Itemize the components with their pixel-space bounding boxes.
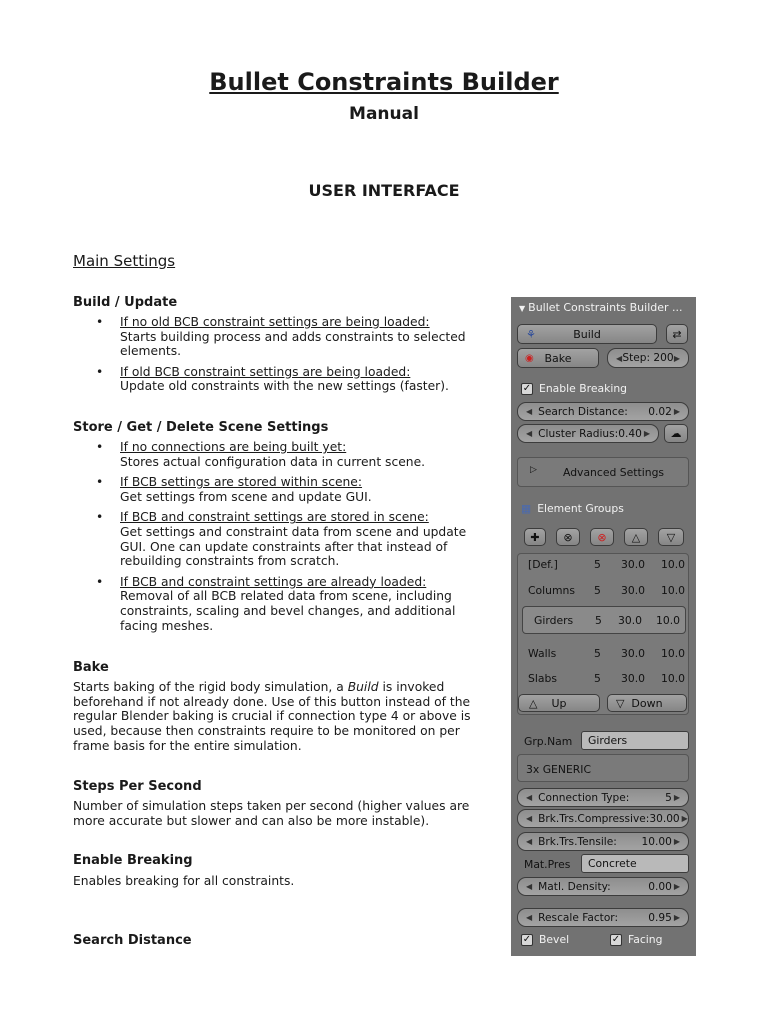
groups-list <box>517 553 689 715</box>
cloud-button[interactable] <box>664 424 688 443</box>
list-item: • If old BCB constraint settings are being loaded: Update old constraints with the new settings (faster). <box>96 365 496 394</box>
search-distance-heading: Search Distance <box>73 933 192 948</box>
group-row[interactable]: Columns 5 30.0 10.0 <box>528 583 686 597</box>
build-button[interactable]: ⚘ Build <box>517 324 657 344</box>
facing-checkbox[interactable]: ✓ Facing <box>611 933 663 946</box>
advanced-settings-box[interactable] <box>517 457 689 487</box>
enable-breaking-checkbox[interactable]: ✓ Enable Breaking <box>522 382 628 395</box>
bevel-checkbox[interactable]: ✓ Bevel <box>522 933 570 946</box>
plus-icon: ✚ <box>530 530 540 544</box>
move-up-button[interactable] <box>624 528 648 546</box>
physics-icon: ⚘ <box>526 327 536 341</box>
remove-group-button[interactable] <box>556 528 580 546</box>
section-title: USER INTERFACE <box>308 181 460 200</box>
mat-pres-label: Mat.Pres <box>524 858 571 871</box>
brk-tensile-field[interactable]: ◀ Brk.Trs.Tensile: 10.00 ▶ <box>517 832 689 851</box>
caret-down-icon: ▽ <box>616 696 625 710</box>
main-settings-heading: Main Settings <box>73 252 176 270</box>
list-item: • If no connections are being built yet: Stores actual configuration data in current scene. <box>96 440 496 469</box>
checkmark-icon: ✓ <box>522 934 532 945</box>
document-title: Bullet Constraints Builder <box>209 68 559 96</box>
increment-arrow-icon[interactable]: ▶ <box>673 353 680 363</box>
search-distance-field[interactable]: ◀ Search Distance: 0.02 ▶ <box>517 402 689 421</box>
grp-nam-label: Grp.Nam <box>524 735 573 748</box>
checkmark-icon: ✓ <box>522 383 532 394</box>
enable-breaking-heading: Enable Breaking <box>73 853 193 868</box>
material-preset-field[interactable]: Concrete <box>581 854 689 873</box>
store-settings-heading: Store / Get / Delete Scene Settings <box>73 420 329 435</box>
bake-description: Starts baking of the rigid body simulation, a Build is invoked beforehand if not already done. Use of this button instead of the regular Blender baking is crucial if connection type 4 or above is used, because then constraints require to be monitored on per frame basis for the entire simulation. <box>73 680 471 753</box>
build-update-list <box>96 315 496 394</box>
build-update-heading: Build / Update <box>73 295 178 310</box>
move-down-button[interactable] <box>658 528 684 546</box>
caret-up-icon: △ <box>631 530 641 544</box>
list-item: • If BCB and constraint settings are already loaded: Removal of all BCB related data from scene, including constraints, scaling and bevel changes, and additional facing meshes. <box>96 575 496 633</box>
delete-icon: ⊗ <box>597 530 607 544</box>
steps-per-second-description: Number of simulation steps taken per second (higher values are more accurate but slower and can also be more instable). <box>73 799 470 828</box>
delete-group-button[interactable] <box>590 528 614 546</box>
decrement-arrow-icon[interactable]: ◀ <box>616 353 623 363</box>
document-subtitle: Manual <box>349 104 419 124</box>
store-settings-button[interactable] <box>666 324 688 344</box>
list-item: • If no old BCB constraint settings are being loaded: Starts building process and adds constraints to selected elements. <box>96 315 496 359</box>
group-name-field[interactable]: Girders <box>581 731 689 750</box>
refresh-icon: ⇄ <box>672 327 682 341</box>
bake-heading: Bake <box>73 660 109 675</box>
group-row[interactable]: Slabs 5 30.0 10.0 <box>528 671 686 685</box>
store-settings-list <box>96 440 496 633</box>
element-groups-label: ▦ Element Groups <box>521 502 624 515</box>
list-item: • If BCB settings are stored within scene: Get settings from scene and update GUI. <box>96 475 496 504</box>
brk-compressive-field[interactable]: ◀ Brk.Trs.Compressive: 30.00 ▶ <box>517 809 689 828</box>
group-row-selected[interactable]: Girders 5 30.0 10.0 <box>522 606 686 634</box>
rescale-factor-field[interactable]: ◀ Rescale Factor: 0.95 ▶ <box>517 908 689 927</box>
cluster-radius-field[interactable]: ◀ Cluster Radius: 0.40 ▶ <box>517 424 659 443</box>
add-group-button[interactable] <box>524 528 546 546</box>
checkmark-icon: ✓ <box>611 934 621 945</box>
group-row[interactable]: [Def.] 5 30.0 10.0 <box>528 557 686 571</box>
groups-icon: ▦ <box>521 502 532 515</box>
advanced-settings-label: Advanced Settings <box>563 466 665 479</box>
record-icon: ◉ <box>525 352 534 364</box>
caret-down-icon: ▽ <box>666 530 676 544</box>
caret-up-icon: △ <box>529 696 538 710</box>
matl-density-field[interactable]: ◀ Matl. Density: 0.00 ▶ <box>517 877 689 896</box>
list-item: • If BCB and constraint settings are stored in scene: Get settings and constraint data from scene and update GUI. One can update constraints after that instead of rebuilding constraints from scratch. <box>96 510 496 568</box>
collapse-triangle-icon: ▼ <box>519 304 526 313</box>
x-icon: ⊗ <box>563 530 573 544</box>
step-field[interactable]: ◀ Step: 200 ▶ <box>607 348 689 368</box>
bake-button[interactable]: ◉ Bake <box>517 348 599 368</box>
cloud-icon: ☁ <box>670 427 682 440</box>
bcb-panel <box>511 297 696 956</box>
group-row[interactable]: Walls 5 30.0 10.0 <box>528 646 686 660</box>
connection-type-field[interactable]: ◀ Connection Type: 5 ▶ <box>517 788 689 807</box>
down-button[interactable]: ▽ Down <box>607 694 687 712</box>
expand-triangle-icon: ▷ <box>530 465 537 475</box>
panel-header[interactable]: ▼ Bullet Constraints Builder ... <box>519 301 683 314</box>
up-button[interactable]: △ Up <box>518 694 600 712</box>
steps-per-second-heading: Steps Per Second <box>73 779 202 794</box>
enable-breaking-description: Enables breaking for all constraints. <box>73 874 295 888</box>
generic-preset[interactable]: 3x GENERIC <box>517 754 689 782</box>
